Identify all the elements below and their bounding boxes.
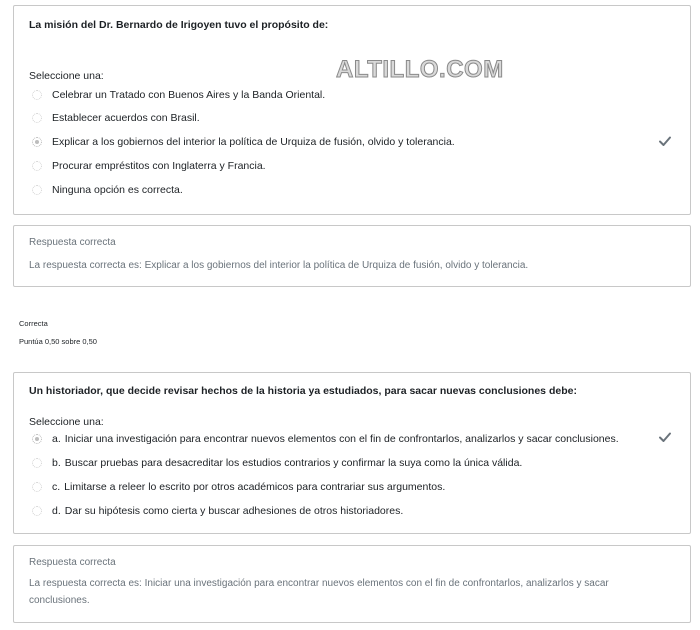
option-letter: a. [52,433,61,445]
radio-button[interactable] [32,506,42,516]
option-label: Dar su hipótesis como cierta y buscar adhesiones de otros historiadores. [64,505,404,517]
check-icon [658,134,672,148]
answer-option-selected[interactable] [32,135,455,149]
radio-button[interactable] [32,458,42,468]
feedback-text: La respuesta correcta es: Iniciar una investigación para encontrar nuevos elementos con el fin de confrontarlos, analizarlos y sacar conclusiones. [29,578,609,606]
answer-option[interactable] [32,111,200,125]
select-prompt: Seleccione una: [29,416,104,428]
radio-button[interactable] [32,185,42,195]
select-prompt: Seleccione una: [29,70,104,82]
answer-option[interactable] [32,456,522,470]
radio-button[interactable] [32,161,42,171]
option-label: Ninguna opción es correcta. [52,184,183,196]
answer-option[interactable] [32,88,325,102]
check-icon [658,430,672,444]
option-label: Explicar a los gobiernos del interior la política de Urquiza de fusión, olvido y tolerancia. [52,136,455,148]
radio-button[interactable] [32,90,42,100]
radio-button-selected[interactable] [32,137,42,147]
option-label: Establecer acuerdos con Brasil. [52,112,200,124]
feedback-title: Respuesta correcta [29,237,116,248]
option-label: Celebrar un Tratado con Buenos Aires y la Banda Oriental. [52,89,326,101]
watermark: ALTILLO.COM [336,56,504,83]
option-label: Iniciar una investigación para encontrar nuevos elementos con el fin de confrontarlos, analizarlos y sacar conclusiones. [64,433,619,445]
radio-button-selected[interactable] [32,434,42,444]
feedback-card-2 [13,545,691,623]
radio-button[interactable] [32,482,42,492]
option-letter: d. [52,505,61,517]
option-label: Procurar empréstitos con Inglaterra y Francia. [52,160,266,172]
option-label: Limitarse a releer lo escrito por otros académicos para contrariar sus argumentos. [64,481,446,493]
feedback-title: Respuesta correcta [29,557,116,568]
feedback-text: La respuesta correcta es: Explicar a los gobiernos del interior la política de Urquiza de fusión, olvido y tolerancia. [29,260,529,271]
question-state: Correcta [19,319,48,328]
question-text: Un historiador, que decide revisar hechos de la historia ya estudiados, para sacar nuevas conclusiones debe: [29,385,577,397]
feedback-card-1 [13,225,691,287]
option-letter: c. [52,481,61,493]
question-card-1 [13,5,691,215]
question-grade: Puntúa 0,50 sobre 0,50 [19,337,97,346]
question-text: La misión del Dr. Bernardo de Irigoyen tuvo el propósito de: [29,19,329,31]
option-letter: b. [52,457,61,469]
answer-option[interactable] [32,183,183,197]
answer-option[interactable] [32,480,445,494]
option-label: Buscar pruebas para desacreditar los estudios contrarios y confirmar la suya como la única válida. [64,457,523,469]
answer-option[interactable] [32,504,403,518]
radio-button[interactable] [32,113,42,123]
question-card-2 [13,372,691,534]
answer-option-selected[interactable] [32,432,619,446]
answer-option[interactable] [32,159,266,173]
